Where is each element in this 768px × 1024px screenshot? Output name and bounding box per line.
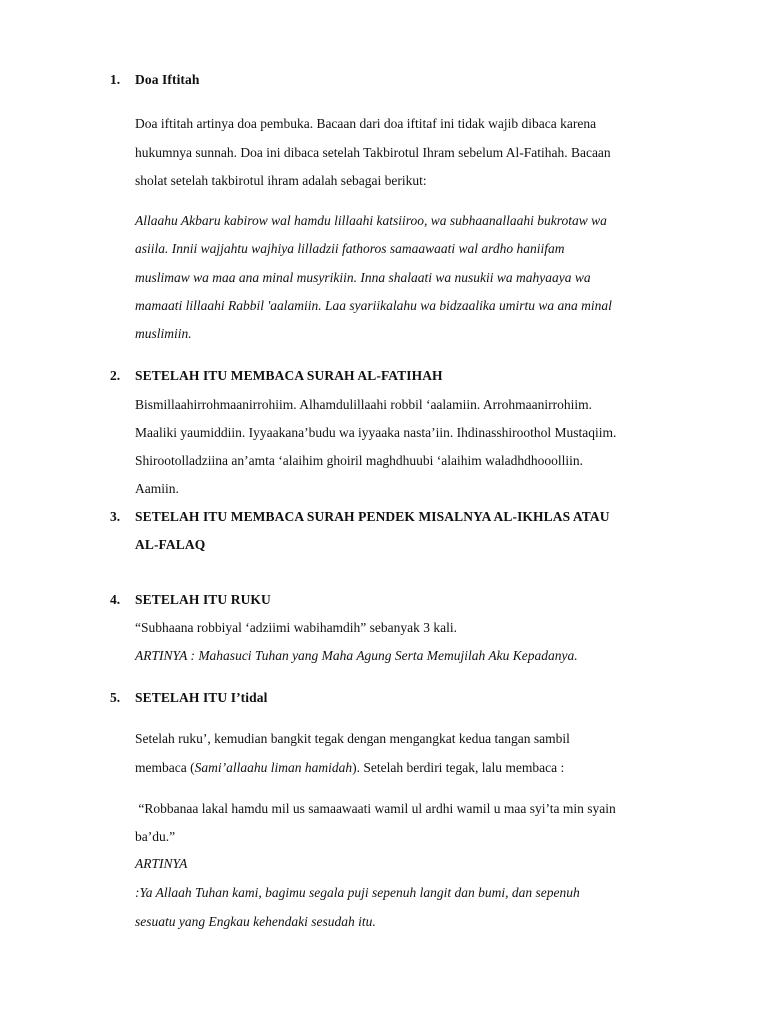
section-1-para-line: Doa iftitah artinya doa pembuka. Bacaan dari doa iftitaf ini tidak wajib dibaca karena xyxy=(135,116,597,131)
section-1-para-line: sholat setelah takbirotul ihram adalah sebagai berikut: xyxy=(135,173,427,188)
section-5-para-italic: Sami’allaahu liman hamidah xyxy=(194,760,353,775)
section-1-prayer-line: mamaati lillaahi Rabbil 'aalamiin. Laa syariikalahu wa bidzaalika umirtu wa ana minal xyxy=(135,298,612,313)
section-5-artinya-line: sesuatu yang Engkau kehendaki sesudah itu. xyxy=(135,914,376,929)
section-3-number: 3. xyxy=(110,509,121,524)
section-2-line: Bismillaahirrohmaanirrohiim. Alhamdulillaahi robbil ‘aalamiin. Arrohmaanirrohiim. xyxy=(135,397,593,412)
section-5-quote-line: “Robbanaa lakal hamdu mil us samaawaati wamil ul ardhi wamil u maa syi’ta min syain xyxy=(135,801,616,816)
section-1-number: 1. xyxy=(110,72,121,87)
section-4-meaning: ARTINYA : Mahasuci Tuhan yang Maha Agung Serta Memujilah Aku Kepadanya. xyxy=(135,648,578,663)
section-2-number: 2. xyxy=(110,368,121,383)
section-1-prayer-line: muslimaw wa maa ana minal musyrikiin. Inna shalaati wa nusukii wa mahyaaya wa xyxy=(135,270,591,285)
section-5-number: 5. xyxy=(110,690,121,705)
section-5-quote-line: ba’du.” xyxy=(135,829,176,844)
section-1-para-line: hukumnya sunnah. Doa ini dibaca setelah Takbirotul Ihram sebelum Al-Fatihah. Bacaan xyxy=(135,145,611,160)
section-5-artinya-label: ARTINYA xyxy=(135,856,188,871)
section-5-para-line: Setelah ruku’, kemudian bangkit tegak dengan mengangkat kedua tangan sambil xyxy=(135,731,570,746)
section-4-recitation: “Subhaana robbiyal ‘adziimi wabihamdih” sebanyak 3 kali. xyxy=(135,620,458,635)
section-4-heading: SETELAH ITU RUKU xyxy=(135,592,271,607)
section-1-prayer-line: Allaahu Akbaru kabirow wal hamdu lillaahi katsiiroo, wa subhaanallaahi bukrotaw wa xyxy=(135,213,607,228)
section-3-heading-line: AL-FALAQ xyxy=(135,537,206,552)
section-5-heading: SETELAH ITU I’tidal xyxy=(135,690,268,705)
section-5-para-text: ). Setelah berdiri tegak, lalu membaca : xyxy=(352,760,565,775)
section-5-artinya-line: :Ya Allaah Tuhan kami, bagimu segala puji sepenuh langit dan bumi, dan sepenuh xyxy=(135,885,580,900)
section-2-heading: SETELAH ITU MEMBACA SURAH AL-FATIHAH xyxy=(135,368,443,383)
section-1-prayer-line: asiila. Innii wajjahtu wajhiya lilladzii fathoros samaawaati wal ardho haniifam xyxy=(135,241,565,256)
section-2-line: Aamiin. xyxy=(135,481,179,496)
section-5-para-line xyxy=(135,760,564,776)
section-3-heading-line: SETELAH ITU MEMBACA SURAH PENDEK MISALNYA AL-IKHLAS ATAU xyxy=(135,509,610,524)
section-1-prayer-line: muslimiin. xyxy=(135,326,192,341)
section-5-para-text: membaca ( xyxy=(135,760,195,775)
section-1-heading: Doa Iftitah xyxy=(135,72,200,87)
section-2-line: Shirootolladziina an’amta ‘alaihim ghoiril maghdhuubi ‘alaihim waladhdhooolliin. xyxy=(135,453,584,468)
section-2-line: Maaliki yaumiddiin. Iyyaakana’budu wa iyyaaka nasta’iin. Ihdinasshiroothol Mustaqiim. xyxy=(135,425,617,440)
section-4-number: 4. xyxy=(110,592,121,607)
